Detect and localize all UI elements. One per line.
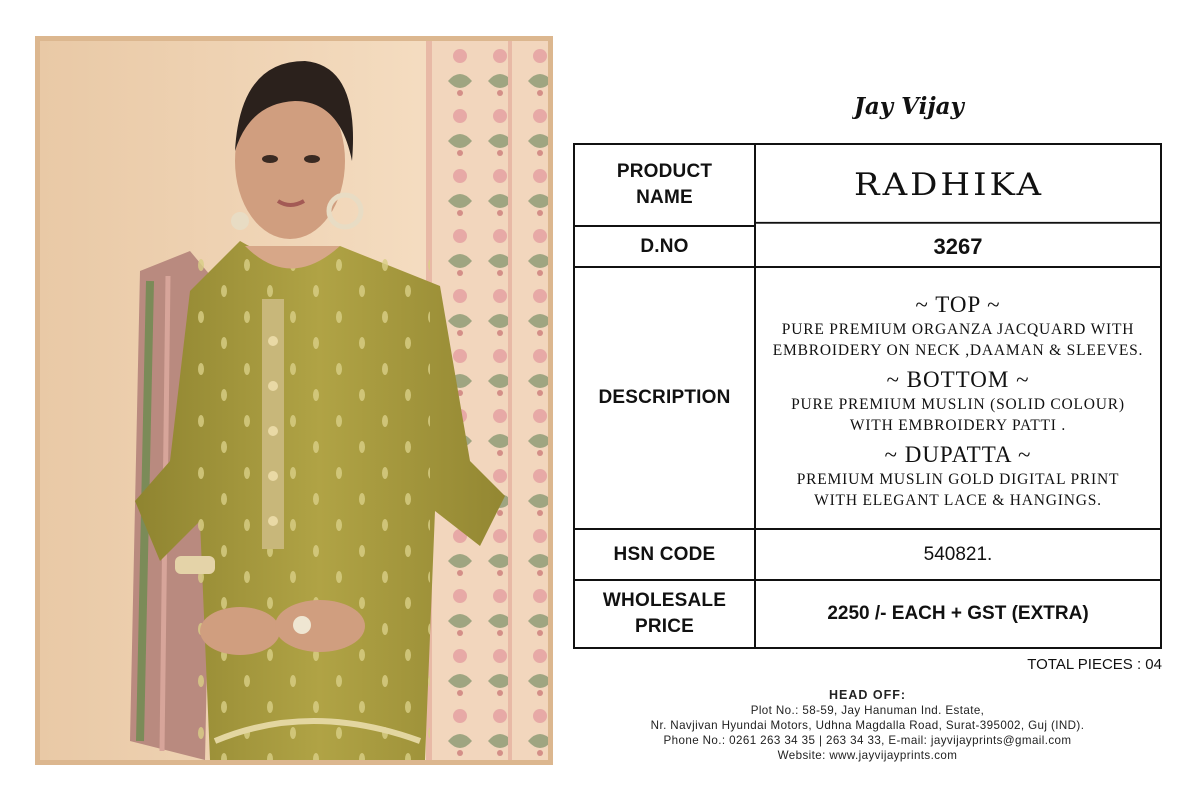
top-line: EMBROIDERY ON NECK ,DAAMAN & SLEEVES. <box>772 341 1144 359</box>
product-name-label <box>575 145 756 227</box>
brand-logo-text: Jay Vijay <box>854 93 964 120</box>
bottom-line: WITH EMBROIDERY PATTI . <box>849 416 1067 434</box>
wholesale-price-value: 2250 /- EACH + GST (EXTRA) <box>827 603 1089 624</box>
product-photo <box>35 36 553 765</box>
dno-value: 3267 <box>756 227 1160 268</box>
label-line: PRODUCT <box>616 161 713 182</box>
description-value <box>756 268 1160 530</box>
contact-line: Phone No.: 0261 263 34 35 | 263 34 33, E-mail: jayvijayprints@gmail.com <box>663 734 1072 747</box>
label-line: PRICE <box>634 616 695 637</box>
wholesale-price-label <box>575 581 756 647</box>
label-line: WHOLESALE <box>602 590 727 611</box>
product-name-value: RADHIKA <box>756 148 1160 223</box>
head-office-address <box>573 688 1162 763</box>
dupatta-line: WITH ELEGANT LACE & HANGINGS. <box>814 491 1102 509</box>
bottom-heading: ~ BOTTOM ~ <box>886 366 1030 392</box>
model-illustration <box>40 41 548 760</box>
address-line: Plot No.: 58-59, Jay Hanuman Ind. Estate, <box>750 704 985 717</box>
top-line: PURE PREMIUM ORGANZA JACQUARD WITH <box>781 320 1135 338</box>
address-line: Nr. Navjivan Hyundai Motors, Udhna Magdalla Road, Surat-395002, Guj (IND). <box>650 719 1085 732</box>
spec-table <box>573 143 1162 649</box>
dno-label: D.NO <box>575 227 756 268</box>
brand-logo <box>852 88 967 122</box>
label-line: NAME <box>636 187 693 208</box>
dupatta-line: PREMIUM MUSLIN GOLD DIGITAL PRINT <box>796 470 1120 488</box>
website-line: Website: www.jayvijayprints.com <box>777 749 958 762</box>
head-office-title: HEAD OFF: <box>828 688 907 702</box>
hsn-label: HSN CODE <box>575 530 756 581</box>
bottom-line: PURE PREMIUM MUSLIN (SOLID COLOUR) <box>791 395 1125 413</box>
dupatta-heading: ~ DUPATTA ~ <box>884 441 1032 467</box>
description-label: DESCRIPTION <box>575 268 756 530</box>
hsn-value: 540821. <box>756 530 1160 581</box>
top-heading: ~ TOP ~ <box>915 291 1001 317</box>
total-pieces: TOTAL PIECES : 04 <box>1027 656 1162 673</box>
